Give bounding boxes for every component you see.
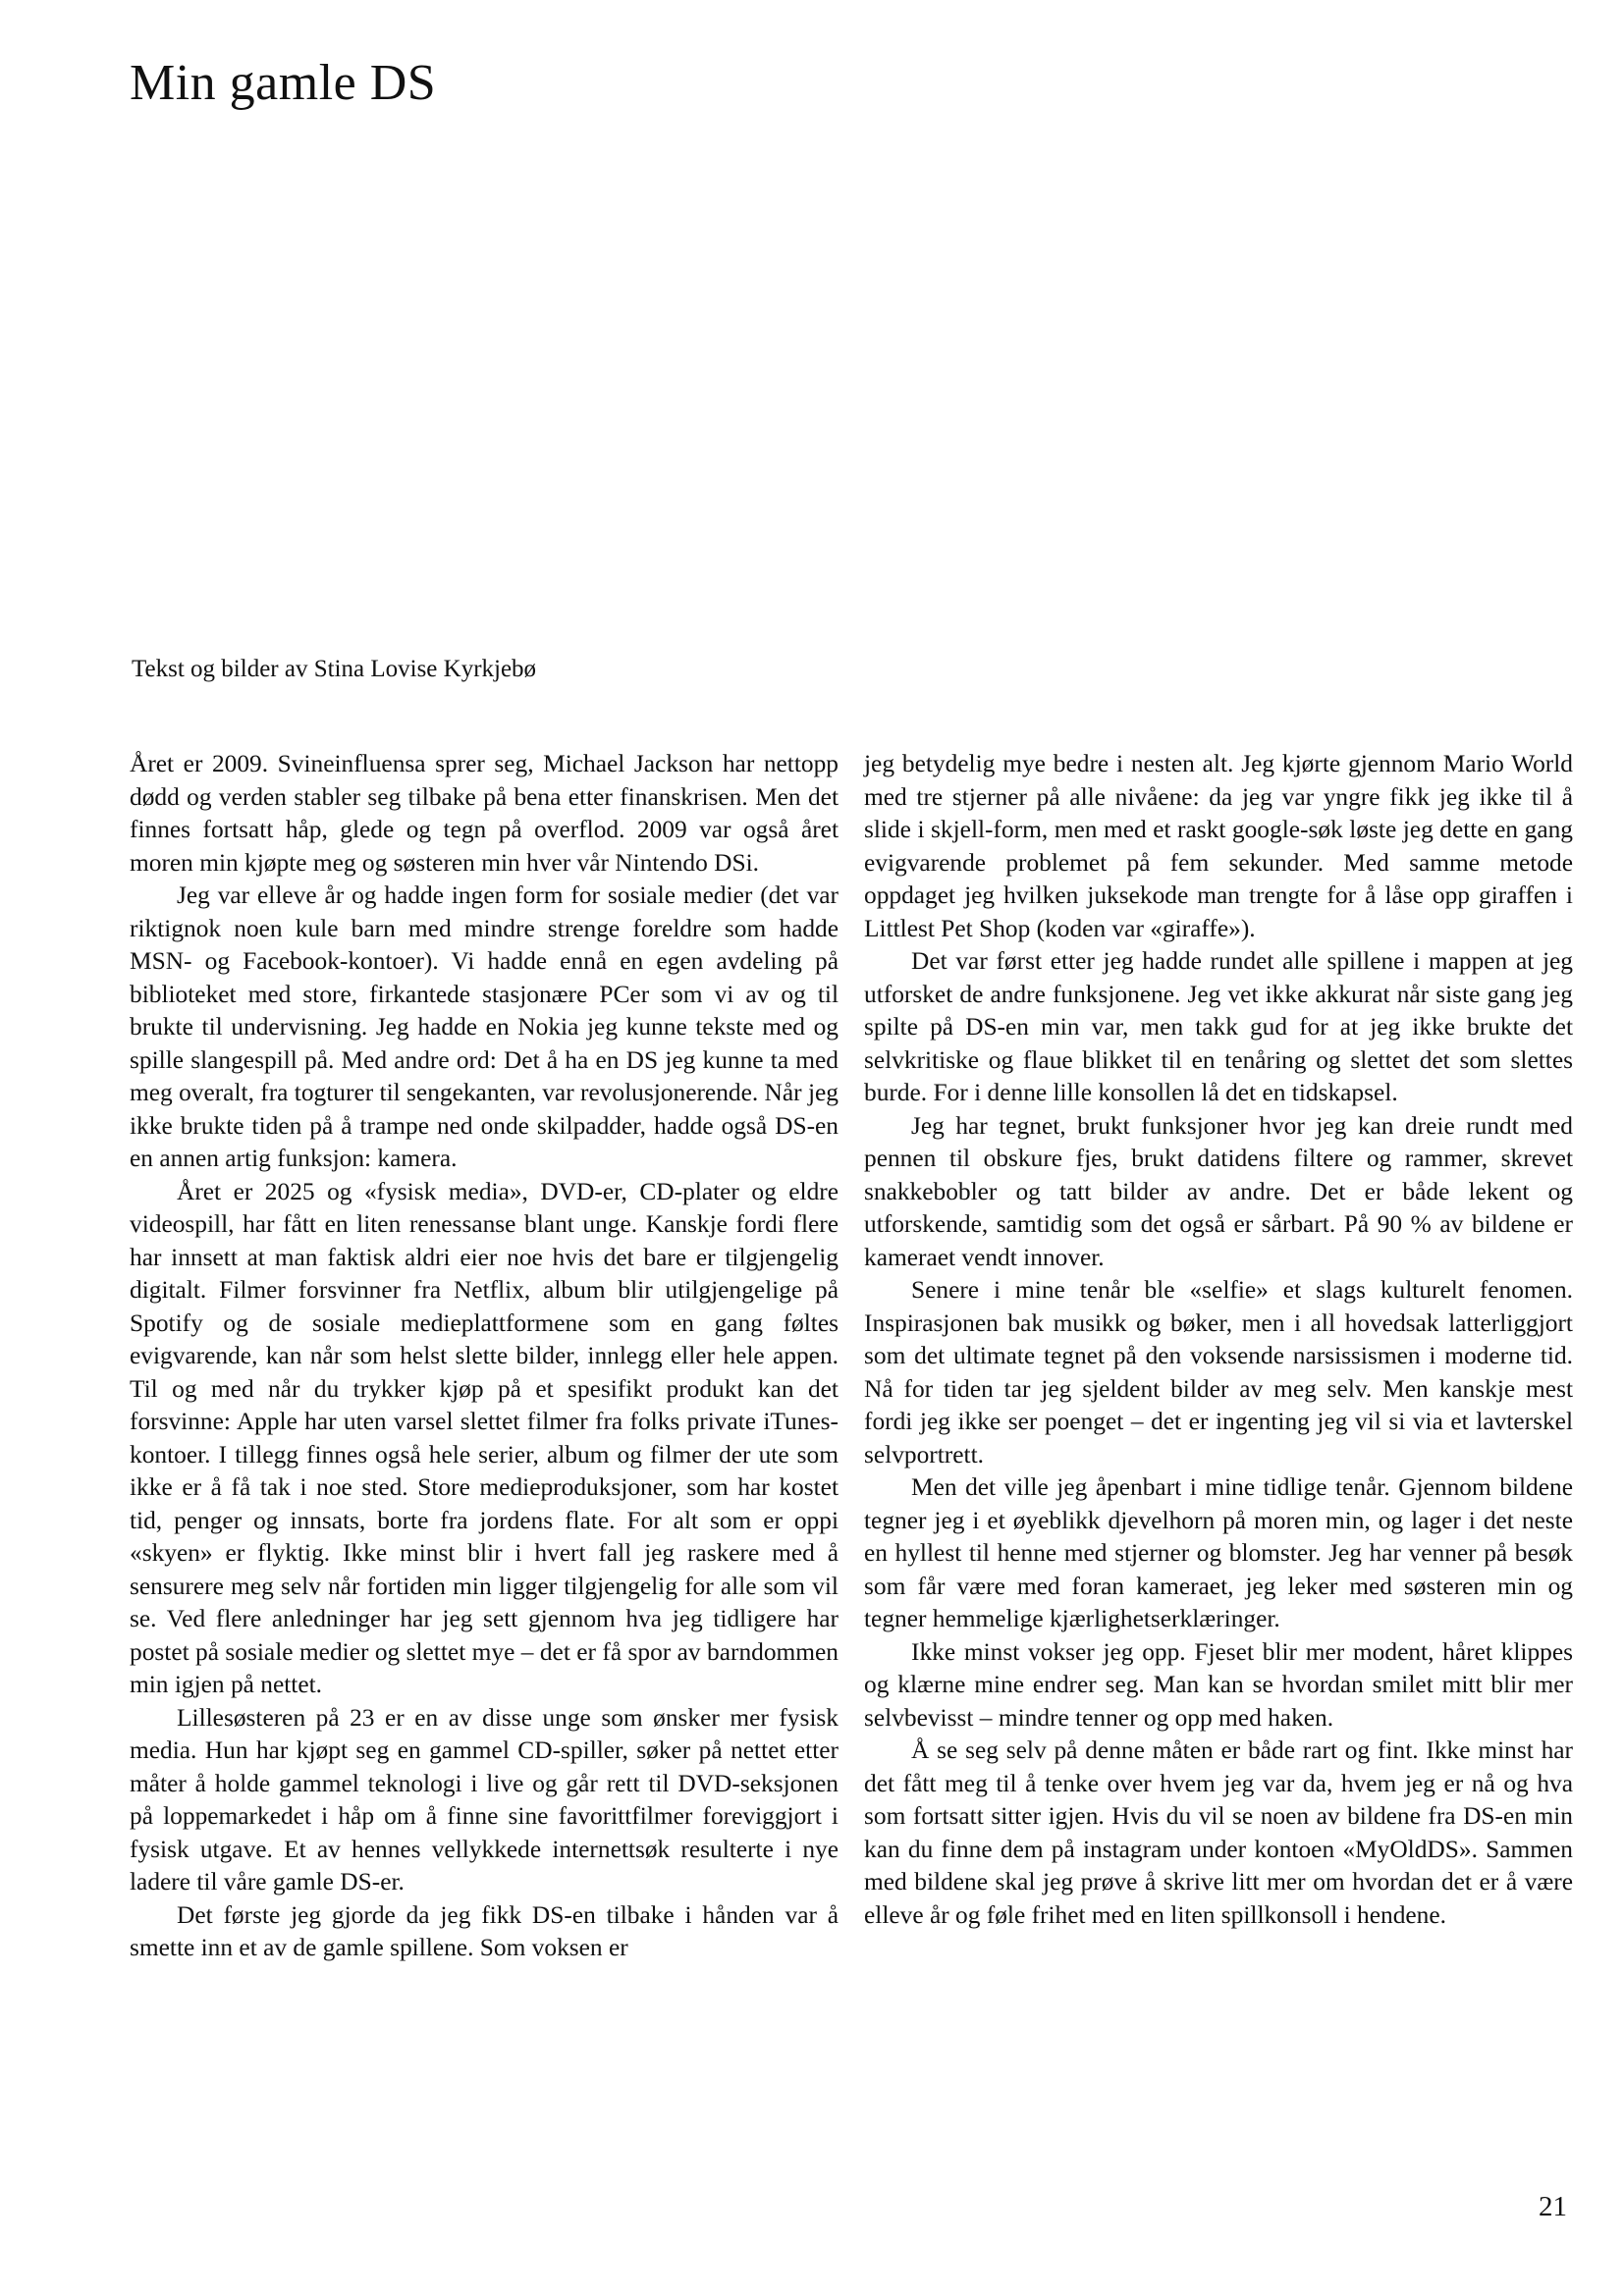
article-body [130,748,1573,1965]
paragraph: Lillesøsteren på 23 er en av disse unge som ønsker mer fysisk media. Hun har kjøpt seg en gammel CD-spiller, søker på nettet etter måter å holde gammel teknologi i live og går rett til DVD-seksjonen på loppemarkedet i håp om å finne sine favorittfilmer foreviggjort i fysisk utgave. Et av hennes vellykkede internettsøk resulterte i nye ladere til våre gamle DS-er. [130,1703,839,1896]
paragraph: Det første jeg gjorde da jeg fikk DS-en tilbake i hånden var å smette inn et av de gamle spillene. Som voksen er [130,1900,839,1961]
byline: Tekst og bilder av Stina Lovise Kyrkjebø [132,656,537,682]
article-title: Min gamle DS [130,55,437,111]
paragraph: Men det ville jeg åpenbart i mine tidlige tenår. Gjennom bildene tegner jeg i et øyeblikk djevelhorn på moren min, og lager i det neste en hyllest til henne med stjerner og blomster. Jeg har venner på besøk som får være med foran kameraet, jeg leker med søsteren min og tegner hemmelige kjærlighetserklæringer. [864,1473,1573,1632]
paragraph: Ikke minst vokser jeg opp. Fjeset blir mer modent, håret klippes og klærne mine endrer seg. Man kan se hvordan smilet mitt blir mer selvbevisst – mindre tenner og opp med haken. [864,1637,1573,1732]
paragraph: Året er 2009. Svineinfluensa sprer seg, Michael Jackson har nettopp dødd og verden stabler seg tilbake på bena etter finanskrisen. Men det finnes fortsatt håp, glede og tegn på overflod. 2009 var også året moren min kjøpte meg og søsteren min hver vår Nintendo DSi. [130,750,839,877]
paragraph: Året er 2025 og «fysisk media», DVD-er, CD-plater og eldre videospill, har fått en liten renessanse blant unge. Kanskje fordi flere har innsett at man faktisk aldri eier noe hvis det bare er tilgjengelig digitalt. Filmer forsvinner fra Netflix, album blir utilgjengelige på Spotify og de sosiale medieplattformene som en gang føltes evigvarende, kan når som helst slette bilder, innlegg eller hele appen. Til og med når du trykker kjøp på et spesifikt produkt kan det forsvinne: Apple har uten varsel slettet filmer fra folks private iTunes-kontoer. I tillegg finnes også hele serier, album og filmer der ute som ikke er å få tak i noe sted. Store medieproduksjoner, som har kostet tid, penger og innsats, borte fra jordens flate. For alt som er oppi «skyen» er flyktig. Ikke minst blir i hvert fall jeg raskere med å sensurere meg selv når fortiden min ligger tilgjengelig for alle som vil se. Ved flere anledninger har jeg sett gjennom hva jeg tidligere har postet på sosiale medier og slettet mye – det er få spor av barndommen min igjen på nettet. [130,1177,839,1698]
paragraph: Jeg var elleve år og hadde ingen form for sosiale medier (det var riktignok noen kule barn med mindre strenge foreldre som hadde MSN- og Facebook-kontoer). Vi hadde ennå en egen avdeling på biblioteket med store, firkantede stasjonære PCer som vi av og til brukte til undervisning. Jeg hadde en Nokia jeg kunne tekste med og spille slangespill på. Med andre ord: Det å ha en DS jeg kunne ta med meg overalt, fra togturer til sengekanten, var revolusjonerende. Når jeg ikke brukte tiden på å trampe ned onde skilpadder, hadde også DS-en en annen artig funksjon: kamera. [130,881,839,1172]
paragraph-continued: jeg betydelig mye bedre i nesten alt. Jeg kjørte gjennom Mario World med tre stjerner på alle nivåene: da jeg var yngre fikk jeg ikke til å slide i skjell-form, men med et raskt google-søk løste jeg dette en gang evigvarende problemet på fem sekunder. Med samme metode oppdaget jeg hvilken juksekode man trengte for å låse opp giraffen i Littlest Pet Shop (koden var «giraffe»). [864,750,1573,942]
right-column [864,748,1573,1965]
page-number: 21 [1539,2191,1567,2222]
paragraph: Jeg har tegnet, brukt funksjoner hvor jeg kan dreie rundt med pennen til obskure fjes, brukt datidens filtere og rammer, skrevet snakkebobler og tatt bilder av andre. Det er både lekent og utforskende, samtidig som det også er sårbart. På 90 % av bildene er kameraet vendt innover. [864,1111,1573,1271]
left-column [130,748,839,1965]
paragraph: Å se seg selv på denne måten er både rart og fint. Ikke minst har det fått meg til å tenke over hvem jeg var da, hvem jeg er nå og hva som fortsatt sitter igjen. Hvis du vil se noen av bildene fra DS-en min kan du finne dem på instagram under kontoen «MyOldDS». Sammen med bildene skal jeg prøve å skrive litt mer om hvordan det er å være elleve år og føle frihet med en liten spillkonsoll i hendene. [864,1736,1573,1929]
paragraph: Det var først etter jeg hadde rundet alle spillene i mappen at jeg utforsket de andre funksjonene. Jeg vet ikke akkurat når siste gang jeg spilte på DS-en min var, men takk gud for at jeg ikke brukte det selvkritiske og flaue blikket til en tenåring og slettet det som slettes burde. For i denne lille konsollen lå det en tidskapsel. [864,947,1573,1106]
paragraph: Senere i mine tenår ble «selfie» et slags kulturelt fenomen. Inspirasjonen bak musikk og bøker, men i all hovedsak latterliggjort som det ultimate tegnet på den voksende narsissismen i moderne tid. Nå for tiden tar jeg sjeldent bilder av meg selv. Men kanskje mest fordi jeg ikke ser poenget – det er ingenting jeg vil si via et lavterskel selvportrett. [864,1276,1573,1468]
